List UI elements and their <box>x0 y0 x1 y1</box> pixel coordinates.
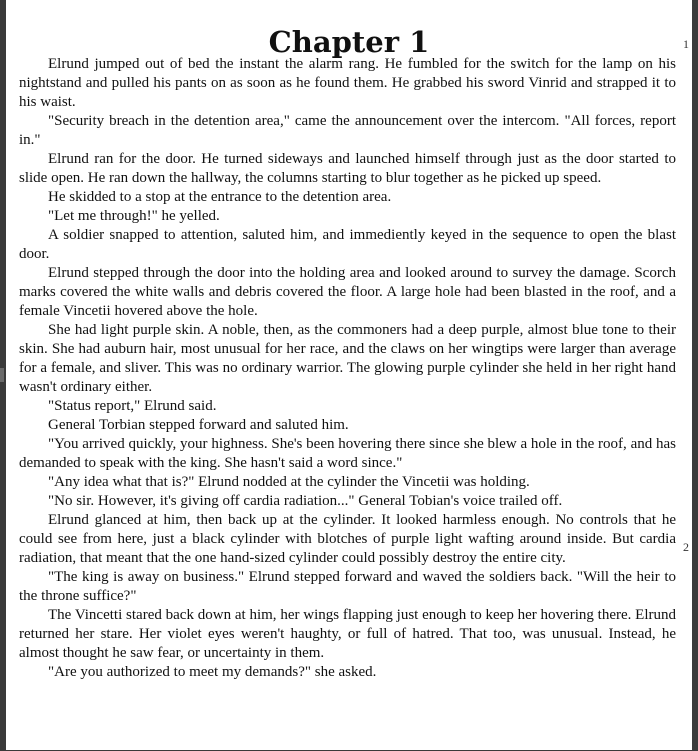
paragraph: Elrund stepped through the door into the holding area and looked around to survey the damage. Scorch marks covered the white walls and debris covered the floor. A large hole had been blasted in the roof, and a female Vincetii hovered above the hole. <box>19 265 676 319</box>
chapter-body <box>19 55 676 682</box>
paragraph: Elrund ran for the door. He turned sideways and launched himself through just as the door started to slide open. He ran down the hallway, the columns starting to blur together as he picked up speed. <box>19 151 676 186</box>
document-page <box>6 0 692 750</box>
paragraph: "Any idea what that is?" Elrund nodded at the cylinder the Vincetii was holding. <box>48 474 530 490</box>
paragraph: "No sir. However, it's giving off cardia radiation..." General Tobian's voice trailed off. <box>48 493 563 509</box>
paragraph: A soldier snapped to attention, saluted him, and immediently keyed in the sequence to open the blast door. <box>19 227 676 262</box>
sidebar-toggle-handle[interactable] <box>0 368 4 382</box>
page-number-marker-2: 2 <box>683 540 689 554</box>
paragraph: "Let me through!" he yelled. <box>48 208 220 224</box>
paragraph: "Security breach in the detention area," came the announcement over the intercom. "All forces, report in." <box>19 113 676 148</box>
paragraph: He skidded to a stop at the entrance to the detention area. <box>48 189 392 205</box>
paragraph: General Torbian stepped forward and saluted him. <box>48 417 349 433</box>
paragraph: "Are you authorized to meet my demands?" she asked. <box>48 664 377 680</box>
paragraph: "You arrived quickly, your highness. She's been hovering there since she blew a hole in the roof, and has demanded to speak with the king. She hasn't said a word since." <box>19 436 676 471</box>
paragraph: "The king is away on business." Elrund stepped forward and waved the soldiers back. "Will the heir to the throne suffice?" <box>19 569 676 604</box>
paragraph: Elrund jumped out of bed the instant the alarm rang. He fumbled for the switch for the lamp on his nightstand and pulled his pants on as soon as he found them. He grabbed his sword Vinrid and strapped it to his waist. <box>19 56 676 110</box>
paragraph: "Status report," Elrund said. <box>48 398 217 414</box>
paragraph: She had light purple skin. A noble, then, as the commoners had a deep purple, almost blue tone to their skin. She had auburn hair, most unusual for her race, and the claws on her wingtips were larger than average for a female, and sliver. This was no ordinary warrior. The glowing purple cylinder she held in her right hand wasn't ordinary either. <box>19 322 676 395</box>
page-number-marker-1: 1 <box>683 37 689 51</box>
paragraph: The Vincetti stared back down at him, her wings flapping just enough to keep her hovering there. Elrund returned her stare. Her violet eyes weren't haughty, or full of hatred. That too, was unusual. Instead, he almost thought he saw fear, or uncertainty in them. <box>19 607 676 661</box>
chapter-title: Chapter 1 <box>268 25 430 59</box>
paragraph: Elrund glanced at him, then back up at the cylinder. It looked harmless enough. No controls that he could see from here, just a black cylinder with blotches of purple light wafting around inside. But cardia radiation, that meant that the one hand-sized cylinder could possibly destroy the entire city. <box>19 512 676 566</box>
